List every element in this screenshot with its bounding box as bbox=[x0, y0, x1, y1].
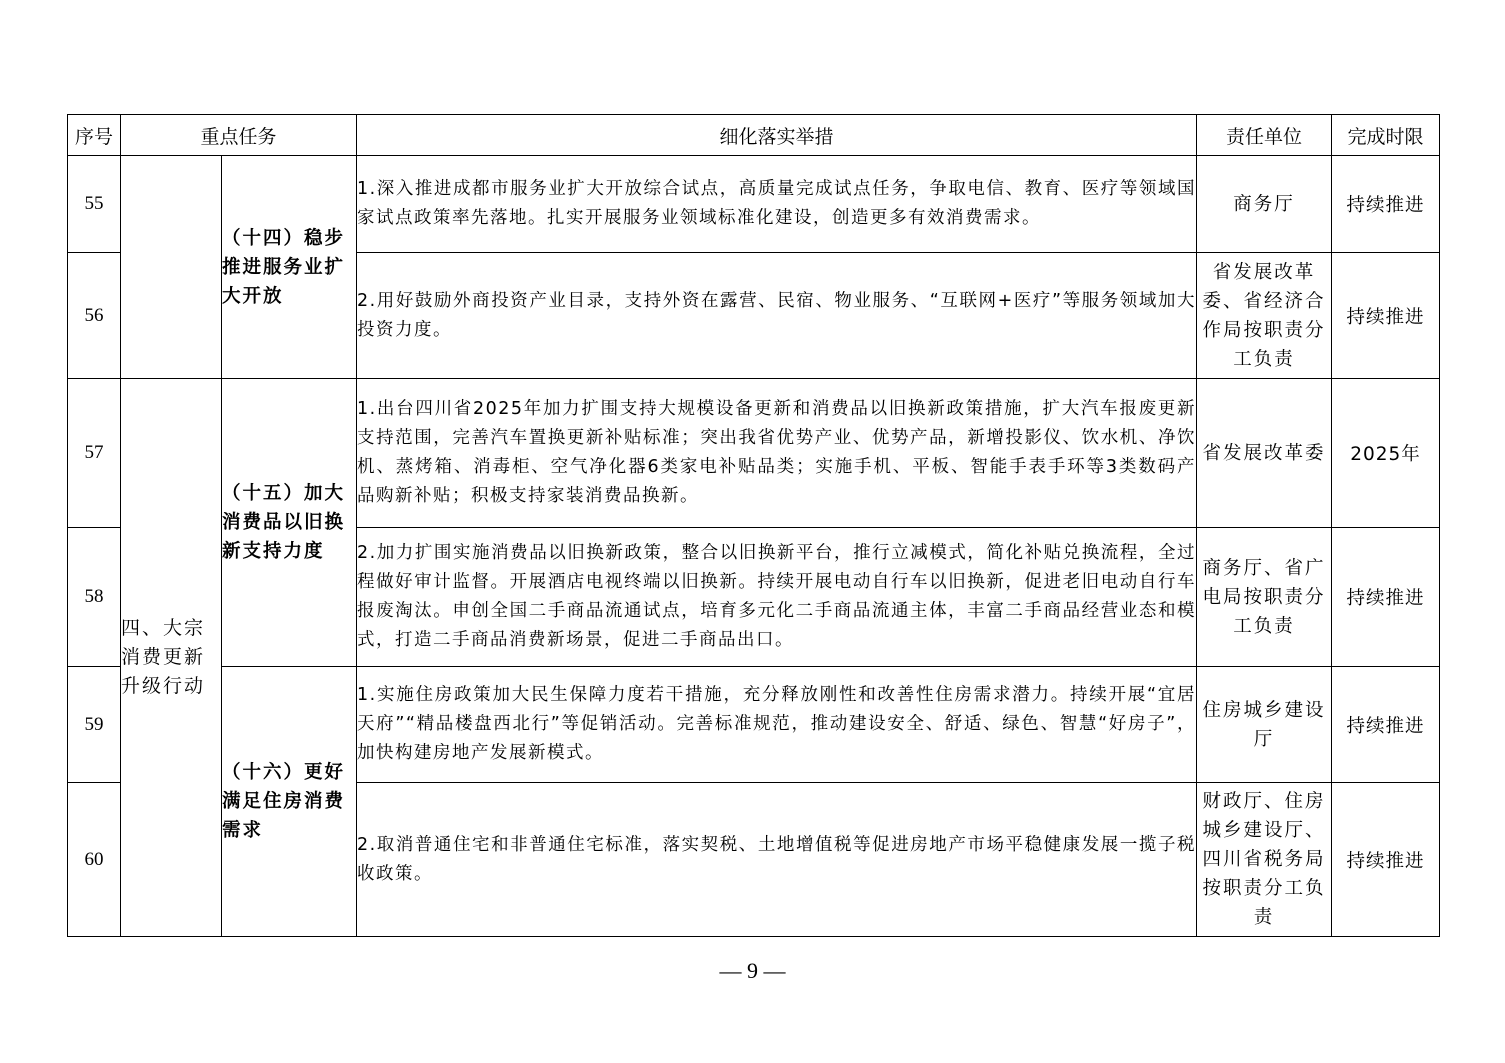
deadline-cell: 2025年 bbox=[1332, 379, 1440, 528]
deadline-cell: 持续推进 bbox=[1332, 783, 1440, 937]
task-cell: （十六）更好满足住房消费需求 bbox=[222, 667, 357, 937]
task-cell: （十四）稳步推进服务业扩大开放 bbox=[222, 156, 357, 379]
category-cell: 四、大宗消费更新升级行动 bbox=[121, 379, 222, 937]
header-seq: 序号 bbox=[68, 115, 121, 156]
table-row bbox=[68, 379, 1440, 528]
header-unit: 责任单位 bbox=[1197, 115, 1332, 156]
deadline-cell: 持续推进 bbox=[1332, 667, 1440, 783]
page-number: — 9 — bbox=[719, 958, 786, 983]
row-seq: 57 bbox=[68, 379, 121, 528]
row-seq: 60 bbox=[68, 783, 121, 937]
unit-cell: 省发展改革委、省经济合作局按职责分工负责 bbox=[1197, 253, 1332, 379]
unit-cell: 商务厅、省广电局按职责分工负责 bbox=[1197, 528, 1332, 667]
table-header-row bbox=[68, 115, 1440, 156]
unit-cell: 商务厅 bbox=[1197, 156, 1332, 253]
row-seq: 55 bbox=[68, 156, 121, 253]
table-row bbox=[68, 667, 1440, 783]
header-task: 重点任务 bbox=[121, 115, 357, 156]
unit-cell: 省发展改革委 bbox=[1197, 379, 1332, 528]
row-seq: 56 bbox=[68, 253, 121, 379]
table-row bbox=[68, 156, 1440, 253]
deadline-cell: 持续推进 bbox=[1332, 528, 1440, 667]
measure-cell: 2.取消普通住宅和非普通住宅标准，落实契税、土地增值税等促进房地产市场平稳健康发展一揽子税收政策。 bbox=[357, 783, 1197, 937]
row-seq: 59 bbox=[68, 667, 121, 783]
unit-cell: 财政厅、住房城乡建设厅、四川省税务局按职责分工负责 bbox=[1197, 783, 1332, 937]
measure-cell: 1.实施住房政策加大民生保障力度若干措施，充分释放刚性和改善性住房需求潜力。持续开展“宜居天府”“精品楼盘西北行”等促销活动。完善标准规范，推动建设安全、舒适、绿色、智慧“好房子”，加快构建房地产发展新模式。 bbox=[357, 667, 1197, 783]
header-deadline: 完成时限 bbox=[1332, 115, 1440, 156]
measure-cell: 2.用好鼓励外商投资产业目录，支持外资在露营、民宿、物业服务、“互联网+医疗”等服务领域加大投资力度。 bbox=[357, 253, 1197, 379]
header-measure: 细化落实举措 bbox=[357, 115, 1197, 156]
measure-cell: 2.加力扩围实施消费品以旧换新政策，整合以旧换新平台，推行立减模式，简化补贴兑换流程，全过程做好审计监督。开展酒店电视终端以旧换新。持续开展电动自行车以旧换新，促进老旧电动自行车报废淘汰。申创全国二手商品流通试点，培育多元化二手商品流通主体，丰富二手商品经营业态和模式，打造二手商品消费新场景，促进二手商品出口。 bbox=[357, 528, 1197, 667]
deadline-cell: 持续推进 bbox=[1332, 156, 1440, 253]
measures-table bbox=[67, 114, 1440, 937]
row-seq: 58 bbox=[68, 528, 121, 667]
deadline-cell: 持续推进 bbox=[1332, 253, 1440, 379]
measure-cell: 1.出台四川省2025年加力扩围支持大规模设备更新和消费品以旧换新政策措施，扩大汽车报废更新支持范围，完善汽车置换更新补贴标准；突出我省优势产业、优势产品，新增投影仪、饮水机、净饮机、蒸烤箱、消毒柜、空气净化器6类家电补贴品类；实施手机、平板、智能手表手环等3类数码产品购新补贴；积极支持家装消费品换新。 bbox=[357, 379, 1197, 528]
task-cell: （十五）加大消费品以旧换新支持力度 bbox=[222, 379, 357, 667]
unit-cell: 住房城乡建设厅 bbox=[1197, 667, 1332, 783]
category-cell-empty bbox=[121, 156, 222, 379]
measure-cell: 1.深入推进成都市服务业扩大开放综合试点，高质量完成试点任务，争取电信、教育、医疗等领域国家试点政策率先落地。扎实开展服务业领域标准化建设，创造更多有效消费需求。 bbox=[357, 156, 1197, 253]
